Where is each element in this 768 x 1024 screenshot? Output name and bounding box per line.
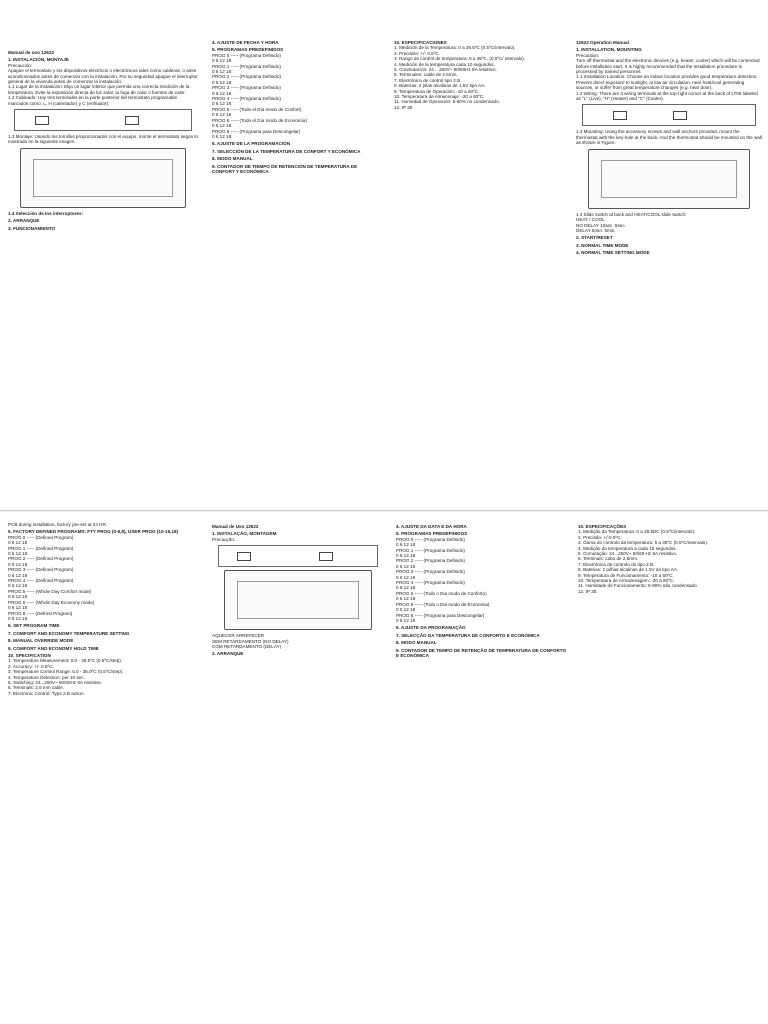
prog-line: PROG 0 ----- (Defined Program) bbox=[8, 534, 74, 540]
mounting-illustration-pt bbox=[224, 570, 372, 630]
prog-ticks: 0 6 12 18 bbox=[396, 617, 416, 623]
spec-item: 4. Medição da temperatura a cada 10 segundos. bbox=[578, 545, 677, 551]
manual-page-top bbox=[0, 0, 768, 510]
spec-item: 5. Comutação: 24...250V~ 50/60 Hz 8A resistivo. bbox=[578, 551, 678, 557]
specification-heading: 10. SPECIFICATION bbox=[8, 652, 51, 658]
title-en: 12622 Operation Manual bbox=[576, 40, 629, 45]
wiring-diagram-en bbox=[582, 104, 756, 126]
page-separator bbox=[0, 510, 768, 511]
spec-item: 2. Precisão: +/-0.5ºC. bbox=[578, 534, 622, 540]
prog-line: PROG 1 ----- (Defined Program) bbox=[8, 545, 74, 551]
hold-time-heading: 9. COMFORT AND ECONOMY HOLD TIME bbox=[8, 645, 99, 651]
prog-ticks: 0 6 12 18 bbox=[212, 90, 232, 96]
manual-override-heading: 8. MANUAL OVERRIDE MODE bbox=[8, 638, 74, 644]
prog-line: PROG 2 ----- (Programa Definido) bbox=[212, 74, 281, 80]
spec-item: 4. Medición de la temperatura cada 10 segundos. bbox=[394, 61, 495, 67]
prog-line: PROG 3 ----- (Defined Program) bbox=[8, 567, 74, 573]
prog-line: PROG 4 ----- (Programa Definido) bbox=[396, 580, 465, 586]
install-paragraph-en-1: Turn off thermostat and the electronic devices (e.g. heater, cooler) which will be connected before installation start. It is highly recommended that the installation procedure is processed by trained personnel: bbox=[576, 58, 760, 75]
pcb-note: PCB during installation, factory pre-set at 24 HR. bbox=[8, 522, 108, 527]
date-heading-pt: 4. AJUSTE DA DATA E DA HORA bbox=[396, 524, 467, 529]
spec-item: 11. Humidade de Funcionamento: 5-90% não condensado. bbox=[578, 583, 698, 589]
prog-ticks: 0 6 12 18 bbox=[8, 615, 28, 621]
spec-item: 4. Temperature Detection: per 10 sec. bbox=[8, 674, 85, 680]
prog-ticks: 0 6 12 18 bbox=[396, 563, 416, 569]
heat-label: HEAT bbox=[576, 217, 588, 223]
column-es-3 bbox=[394, 38, 562, 238]
prog-ticks: 0 6 12 18 bbox=[396, 574, 416, 580]
cool-label-pt: ARREFECER bbox=[235, 633, 265, 639]
prog-ticks: 0 6 12 18 bbox=[212, 58, 232, 64]
prog-line: PROG 1 ----- (Programa Definido) bbox=[212, 63, 281, 69]
no-delay-pt: SEM RETARDAMENTO (NO DELAY) bbox=[212, 638, 289, 644]
column-pt-1 bbox=[212, 522, 384, 1017]
prog-ticks: 0 6 12 18 bbox=[212, 133, 232, 139]
start-heading-pt: 2. ARRANQUE bbox=[212, 651, 244, 657]
no-delay-label: NO DELAY bbox=[576, 222, 599, 228]
install-heading: 1. INSTALACIÓN, MONTAJE bbox=[8, 57, 69, 63]
hold-timer-heading: 9. CONTADOR DE TIEMPO DE RETENCIÓN DE TEMPERATURA DE CONFORT Y ECONÓMICA bbox=[212, 163, 358, 174]
no-delay-cool: 5sec. bbox=[614, 222, 626, 228]
caution-label-en: Precaution: bbox=[576, 52, 600, 58]
prog-line: PROG 8 ----- (Defrost Program) bbox=[8, 610, 73, 616]
comfort-heading-pt: 7. SELECÇÃO DA TEMPERATURA DE CONFORTO E ECONÓMICA bbox=[396, 632, 540, 638]
spec-item: 6. Terminales: cable de 2.5mm. bbox=[394, 72, 458, 78]
spec-item: 6. Terminals: 2.5 mm cable. bbox=[8, 685, 65, 691]
spec-item: 12. IP 30. bbox=[394, 104, 414, 110]
spec-item: 7. Electronic Control: Type 2.B action. bbox=[8, 690, 85, 696]
column-pt-3 bbox=[578, 522, 762, 1017]
delay-cool: 5min. bbox=[604, 227, 616, 233]
manual-page-bottom bbox=[0, 512, 768, 1024]
predefined-programs-heading: 5. PROGRAMAS PREDEFINIDOS bbox=[212, 47, 284, 53]
prog-ticks: 0 6 12 18 bbox=[212, 112, 232, 118]
normal-setting-heading-en: 4. NORMAL TIME SETTING MODE bbox=[576, 250, 650, 256]
spec-item: 9. Temperatura de Funcionamento: -10 a 50ºC. bbox=[578, 572, 674, 578]
set-program-heading: 6. SET PROGRAM TIME bbox=[8, 623, 60, 629]
column-en-1 bbox=[576, 38, 762, 478]
prog-ticks: 0 6 12 18 bbox=[8, 561, 28, 567]
prog-ticks: 0 6 12 18 bbox=[8, 594, 28, 600]
switch-heading-en: 1.4 Slide switch at back and HEAT/COOL slide switch: bbox=[576, 211, 687, 217]
prog-line: PROG 3 ----- (Programa Definido) bbox=[396, 569, 465, 575]
prog-ticks: 0 6 12 18 bbox=[396, 607, 416, 613]
spec-item: 5. Switching: 24...250V~ 50/60Hz 8A resistive. bbox=[8, 679, 103, 685]
prog-ticks: 0 6 12 18 bbox=[396, 585, 416, 591]
prog-ticks: 0 6 12 18 bbox=[8, 572, 28, 578]
spec-item: 8. Baterías: 2 pilas alcalinas de 1.5V tipo AA. bbox=[394, 83, 486, 89]
prog-line: PROG 3 ----- (Programa Definido) bbox=[212, 85, 281, 91]
prog-line: PROG 8 ----- (Programa para Descongelar) bbox=[212, 128, 301, 134]
prog-ticks: 0 6 12 18 bbox=[396, 596, 416, 602]
spec-item: 7. Electrónica de control tipo 2.B. bbox=[394, 77, 462, 83]
wiring-diagram bbox=[14, 109, 192, 131]
caution-label: Precaución: bbox=[8, 62, 33, 68]
spec-item: 8. Baterias: 2 pilhas alcalinas de 1.5V do tipo AA. bbox=[578, 567, 679, 573]
prog-line: PROG 0 ----- (Programa Definido) bbox=[212, 52, 281, 58]
caution-label-pt: Precaução: bbox=[212, 536, 236, 542]
spec-item: 3. Rango de control de temperatura: 5 a 35ºC. (0.5ºC/ intervalo). bbox=[394, 56, 526, 62]
prog-line: PROG 8 ----- (Programa para Descongelar) bbox=[396, 612, 485, 618]
specifications-heading-pt: 10. ESPECIFICAÇÕES bbox=[578, 524, 627, 529]
prog-line: PROG 6 ----- (Todo o Dia modo de Economia) bbox=[396, 601, 490, 607]
install-paragraph-en-4: 1.3 Mounting: Using the accessory screws and wall anchors provided, mount the thermostat with the key-hole at the back. And the thermostat should be mounted on the wall as shown in Figure. bbox=[576, 129, 762, 146]
prog-line: PROG 5 ----- (Todo o Dia modo de Conforto) bbox=[396, 590, 487, 596]
prog-line: PROG 2 ----- (Programa Definido) bbox=[396, 558, 465, 564]
column-pt-2 bbox=[396, 522, 568, 1017]
spec-item: 3. Temperature Control Range: 5.0 - 35.0ºC (0.5ºC/step). bbox=[8, 669, 124, 675]
program-adjust-heading: 6. AJUSTE DE LA PROGRAMACIÓN bbox=[212, 141, 291, 147]
comfort-setting-heading: 7. COMFORT AND ECONOMY TEMPERATURE SETTING bbox=[8, 630, 130, 636]
spec-item: 9. Temperatura de Operación: -10 a 50ºC. bbox=[394, 88, 480, 94]
prog-line: PROG 4 ----- (Defined Program) bbox=[8, 578, 74, 584]
heat-label-pt: AQUECER bbox=[212, 633, 235, 639]
delay-label: DELAY bbox=[576, 227, 591, 233]
date-time-heading: 4. AJUSTE DE FECHA Y HORA bbox=[212, 40, 279, 45]
prog-line: PROG 6 ----- (Whole Day Economy mode) bbox=[8, 599, 95, 605]
comfort-heading: 7. SELECCIÓN DE LA TEMPERATURA DE CONFORT Y ECONÓMICA bbox=[212, 148, 361, 154]
spec-item: 2. Accuracy: +/- 0.5ºC. bbox=[8, 663, 54, 669]
column-es-1 bbox=[8, 48, 198, 478]
delay-row bbox=[576, 228, 762, 233]
title-es: Manual de uso 12622 bbox=[8, 50, 54, 55]
cool-label: COOL bbox=[591, 217, 605, 223]
mounting-illustration-en bbox=[588, 149, 750, 209]
column-en-2 bbox=[8, 522, 198, 1017]
spec-item: 1. Medición de la Temperatura: 0 a 39.5ºC (0.5ºC/intervalo). bbox=[394, 45, 516, 51]
specifications-heading: 10. ESPECIFICACIONES bbox=[394, 40, 447, 45]
start-heading-en: 2. START/RESET bbox=[576, 235, 613, 241]
install-heading-en: 1. INSTALLATION, MOUNTING bbox=[576, 47, 642, 53]
delay-table: HEAT / COOL bbox=[576, 217, 605, 223]
prog-line: PROG 2 ----- (Defined Program) bbox=[8, 556, 74, 562]
install-paragraph-en-2: 1.1 Installation Location: Choose an indoor location provides good temperature detection. Prevent direct exposure to sunlight, at low air circulation, near heat/cool generating sources, or suffer from great temperature changes (e.g. near door). bbox=[576, 74, 758, 91]
spec-item: 6. Terminais: cabo de 2.5mm. bbox=[578, 556, 639, 562]
install-paragraph-3: 1.2 Cableado: Hay tres terminales en la parte posterior del termostato programable marcados como: L, H (calentador) y C (enfriador). bbox=[8, 95, 178, 106]
prog-line: PROG 5 ----- (Todo el Día modo de Confort) bbox=[212, 106, 302, 112]
prog-ticks: 0 6 12 18 bbox=[8, 605, 28, 611]
prog-ticks: 0 6 12 18 bbox=[212, 79, 232, 85]
start-heading: 2. ARRANQUE bbox=[8, 218, 40, 224]
title-pt: Manual de Uso 12622 bbox=[212, 524, 259, 529]
prog-ticks: 0 6 12 18 bbox=[396, 542, 416, 548]
spec-item: 1. Temperature Measurement: 0.0 - 39.5ºC (0.5ºC/step). bbox=[8, 658, 123, 664]
column-es-2 bbox=[212, 38, 380, 478]
spec-item: 3. Gama do controlo da temperatura: 5 a 35ºC (0.5ºC/intervalo). bbox=[578, 540, 709, 546]
wiring-diagram-pt bbox=[218, 545, 378, 567]
prog-line: PROG 4 ----- (Programa Definido) bbox=[212, 96, 281, 102]
manual-mode-heading: 8. MODO MANUAL bbox=[212, 156, 253, 162]
prog-line: PROG 6 ----- (Todo el Día modo de Economía) bbox=[212, 117, 307, 123]
install-paragraph-1: Apague el termostato y los dispositivos eléctricos o electrónicos tales como calderas, o aires acondicionados antes de comenzar con la instalación. Por su seguridad apague el interruptor general de la vivienda antes de comenzar la instalación. bbox=[8, 68, 198, 85]
prog-ticks: 0 6 12 18 bbox=[212, 123, 232, 129]
manual-heading-pt: 8. MODO MANUAL bbox=[396, 640, 437, 646]
prog-line: PROG 1 ----- (Programa Definido) bbox=[396, 547, 465, 553]
mounting-illustration bbox=[20, 148, 186, 208]
adjust-heading-pt: 6. AJUSTE DA PROGRAMAÇÃO bbox=[396, 625, 466, 631]
normal-mode-heading-en: 3. NORMAL TIME MODE bbox=[576, 242, 629, 248]
prog-ticks: 0 6 12 18 bbox=[8, 583, 28, 589]
spec-item: 12. IP 30. bbox=[578, 588, 598, 594]
install-paragraph-en-3: 1.2 Wiring: There are 3 wiring terminals at the top-right corner at the back of LT08 labeled as "L" (Live), "H" (Heater) and "C" (Cooler). bbox=[576, 90, 758, 102]
hold-heading-pt: 9. CONTADOR DE TEMPO DE RETENÇÃO DE TEMPERATURA DE CONFORTO E ECONÓMICA bbox=[396, 647, 567, 658]
prog-ticks: 0 6 12 18 bbox=[396, 553, 416, 559]
spec-item: 1. Medição da Temperatura: 0 a 39.5DC (0.5ºC/intervalo). bbox=[578, 529, 696, 535]
no-delay-heat: 10sec. bbox=[600, 222, 614, 228]
prog-line: PROG 5 ----- (Whole Day Comfort mode) bbox=[8, 588, 92, 594]
spec-item: 10. Temperatura de Almacenaje: -20 a 60ºC. bbox=[394, 94, 485, 100]
prog-ticks: 0 6 12 18 bbox=[8, 540, 28, 546]
prog-line: PROG 0 ----- (Programa Definido) bbox=[396, 536, 465, 542]
prog-ticks: 0 6 12 18 bbox=[212, 69, 232, 75]
spec-item: 11. Humedad de Operación: 5-90% no condensado. bbox=[394, 99, 500, 105]
install-paragraph-4: 1.3 Montaje: Usando los tornillos proporcionados con el equipo, monte el termostato según lo mostrado en la siguiente imagen. bbox=[8, 134, 198, 145]
install-paragraph-2: 1.1 Lugar de la instalación: Elija un lugar interior que permita una correcta medición de la temperatura. Evite la exposición directa de luz solar, la fuga de calor o fuentes de calor. bbox=[8, 84, 190, 95]
programs-heading-pt: 5. PROGRAMAS PREDEFINIDOS bbox=[396, 531, 468, 537]
prog-ticks: 0 6 12 18 bbox=[212, 101, 232, 107]
install-heading-pt: 1. INSTALAÇÃO, MONTAGEM bbox=[212, 531, 277, 537]
delay-pt: COM RETARDAMENTO (DELAY) bbox=[212, 644, 282, 650]
spec-item: 7. Electrónica de controlo do tipo 2.B. bbox=[578, 561, 655, 567]
delay-heat: 5min. bbox=[591, 227, 604, 233]
factory-programs-heading: 5. FACTORY DEFINED PROGRAMS: FTY PROG (0-6,8), USER PROG (10-16,18) bbox=[8, 529, 179, 535]
spec-item: 10. Temperatura de Armazenagem: -20 a 60ºC. bbox=[578, 578, 675, 584]
spec-item: 5. Conmutación: 24... 250V~ 50/60Hz 8A resistivo. bbox=[394, 67, 497, 73]
prog-ticks: 0 6 12 18 bbox=[8, 551, 28, 557]
operation-heading: 3. FUNCIONAMIENTO bbox=[8, 225, 56, 231]
spec-item: 2. Precisión: +/- 0.5ºC. bbox=[394, 50, 440, 56]
switch-heading: 1.4 Selección de los interruptores: bbox=[8, 210, 84, 216]
